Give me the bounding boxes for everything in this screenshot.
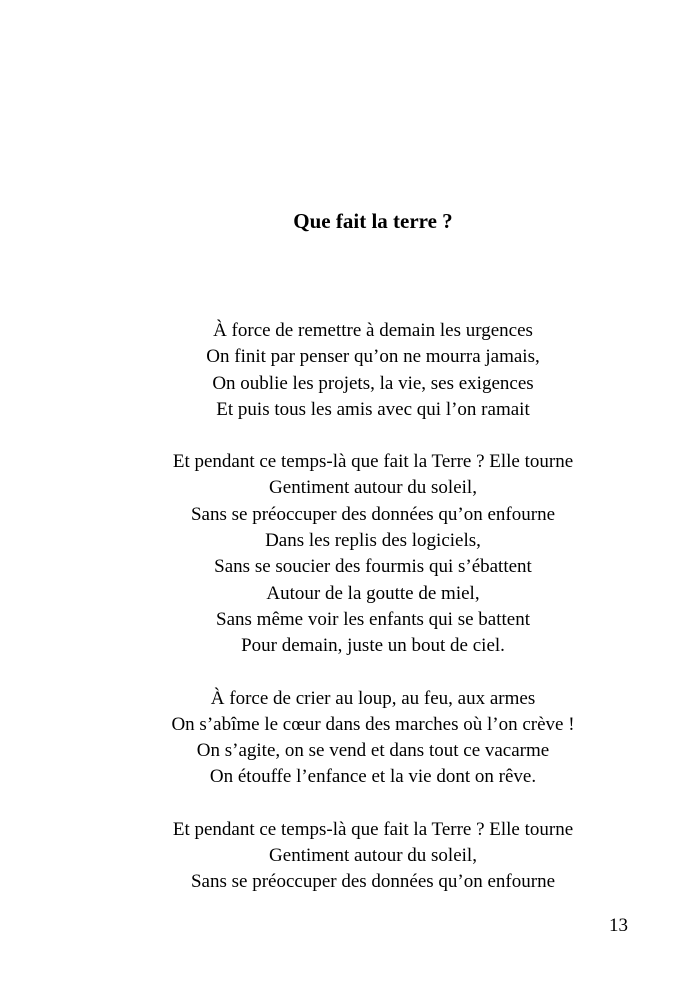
poem-line: Et puis tous les amis avec qui l’on ramait — [216, 398, 530, 420]
poem-line: Sans se préoccuper des données qu’on enfourne — [190, 503, 556, 525]
poem-line: Sans même voir les enfants qui se battent — [216, 608, 530, 630]
poem-line: On finit par penser qu’on ne mourra jamais, — [206, 346, 540, 368]
poem-line: Dans les replis des logiciels, — [265, 530, 481, 552]
poem-body — [0, 318, 700, 922]
stanza-2 — [0, 449, 700, 659]
stanza-3 — [0, 686, 700, 791]
poem-line: On s’agite, on se vend et dans tout ce vacarme — [196, 740, 550, 762]
stanza-4 — [0, 817, 700, 896]
poem-line: On s’abîme le cœur dans des marches où l’on crève ! — [171, 713, 575, 735]
poem-line: On étouffe l’enfance et la vie dont on rêve. — [209, 766, 537, 788]
poem-line: Sans se préoccuper des données qu’on enfourne — [190, 871, 556, 893]
stanza-1 — [0, 318, 700, 423]
poem-line: Et pendant ce temps-là que fait la Terre ? Elle tourne — [172, 818, 574, 840]
poem-line: Gentiment autour du soleil, — [269, 845, 477, 867]
poem-line: Sans se soucier des fourmis qui s’ébattent — [214, 556, 532, 578]
poem-line: À force de crier au loup, au feu, aux armes — [210, 687, 536, 709]
poem-line: Pour demain, juste un bout de ciel. — [241, 635, 505, 657]
page-number: 13 — [609, 915, 628, 936]
poem-line: Autour de la goutte de miel, — [266, 582, 480, 604]
poem-line: On oublie les projets, la vie, ses exigences — [212, 372, 534, 394]
poem-line: Et pendant ce temps-là que fait la Terre ? Elle tourne — [172, 451, 574, 473]
poem-title: Que fait la terre ? — [293, 209, 453, 233]
poem-line: Gentiment autour du soleil, — [269, 477, 477, 499]
poem-line: À force de remettre à demain les urgences — [213, 320, 533, 341]
